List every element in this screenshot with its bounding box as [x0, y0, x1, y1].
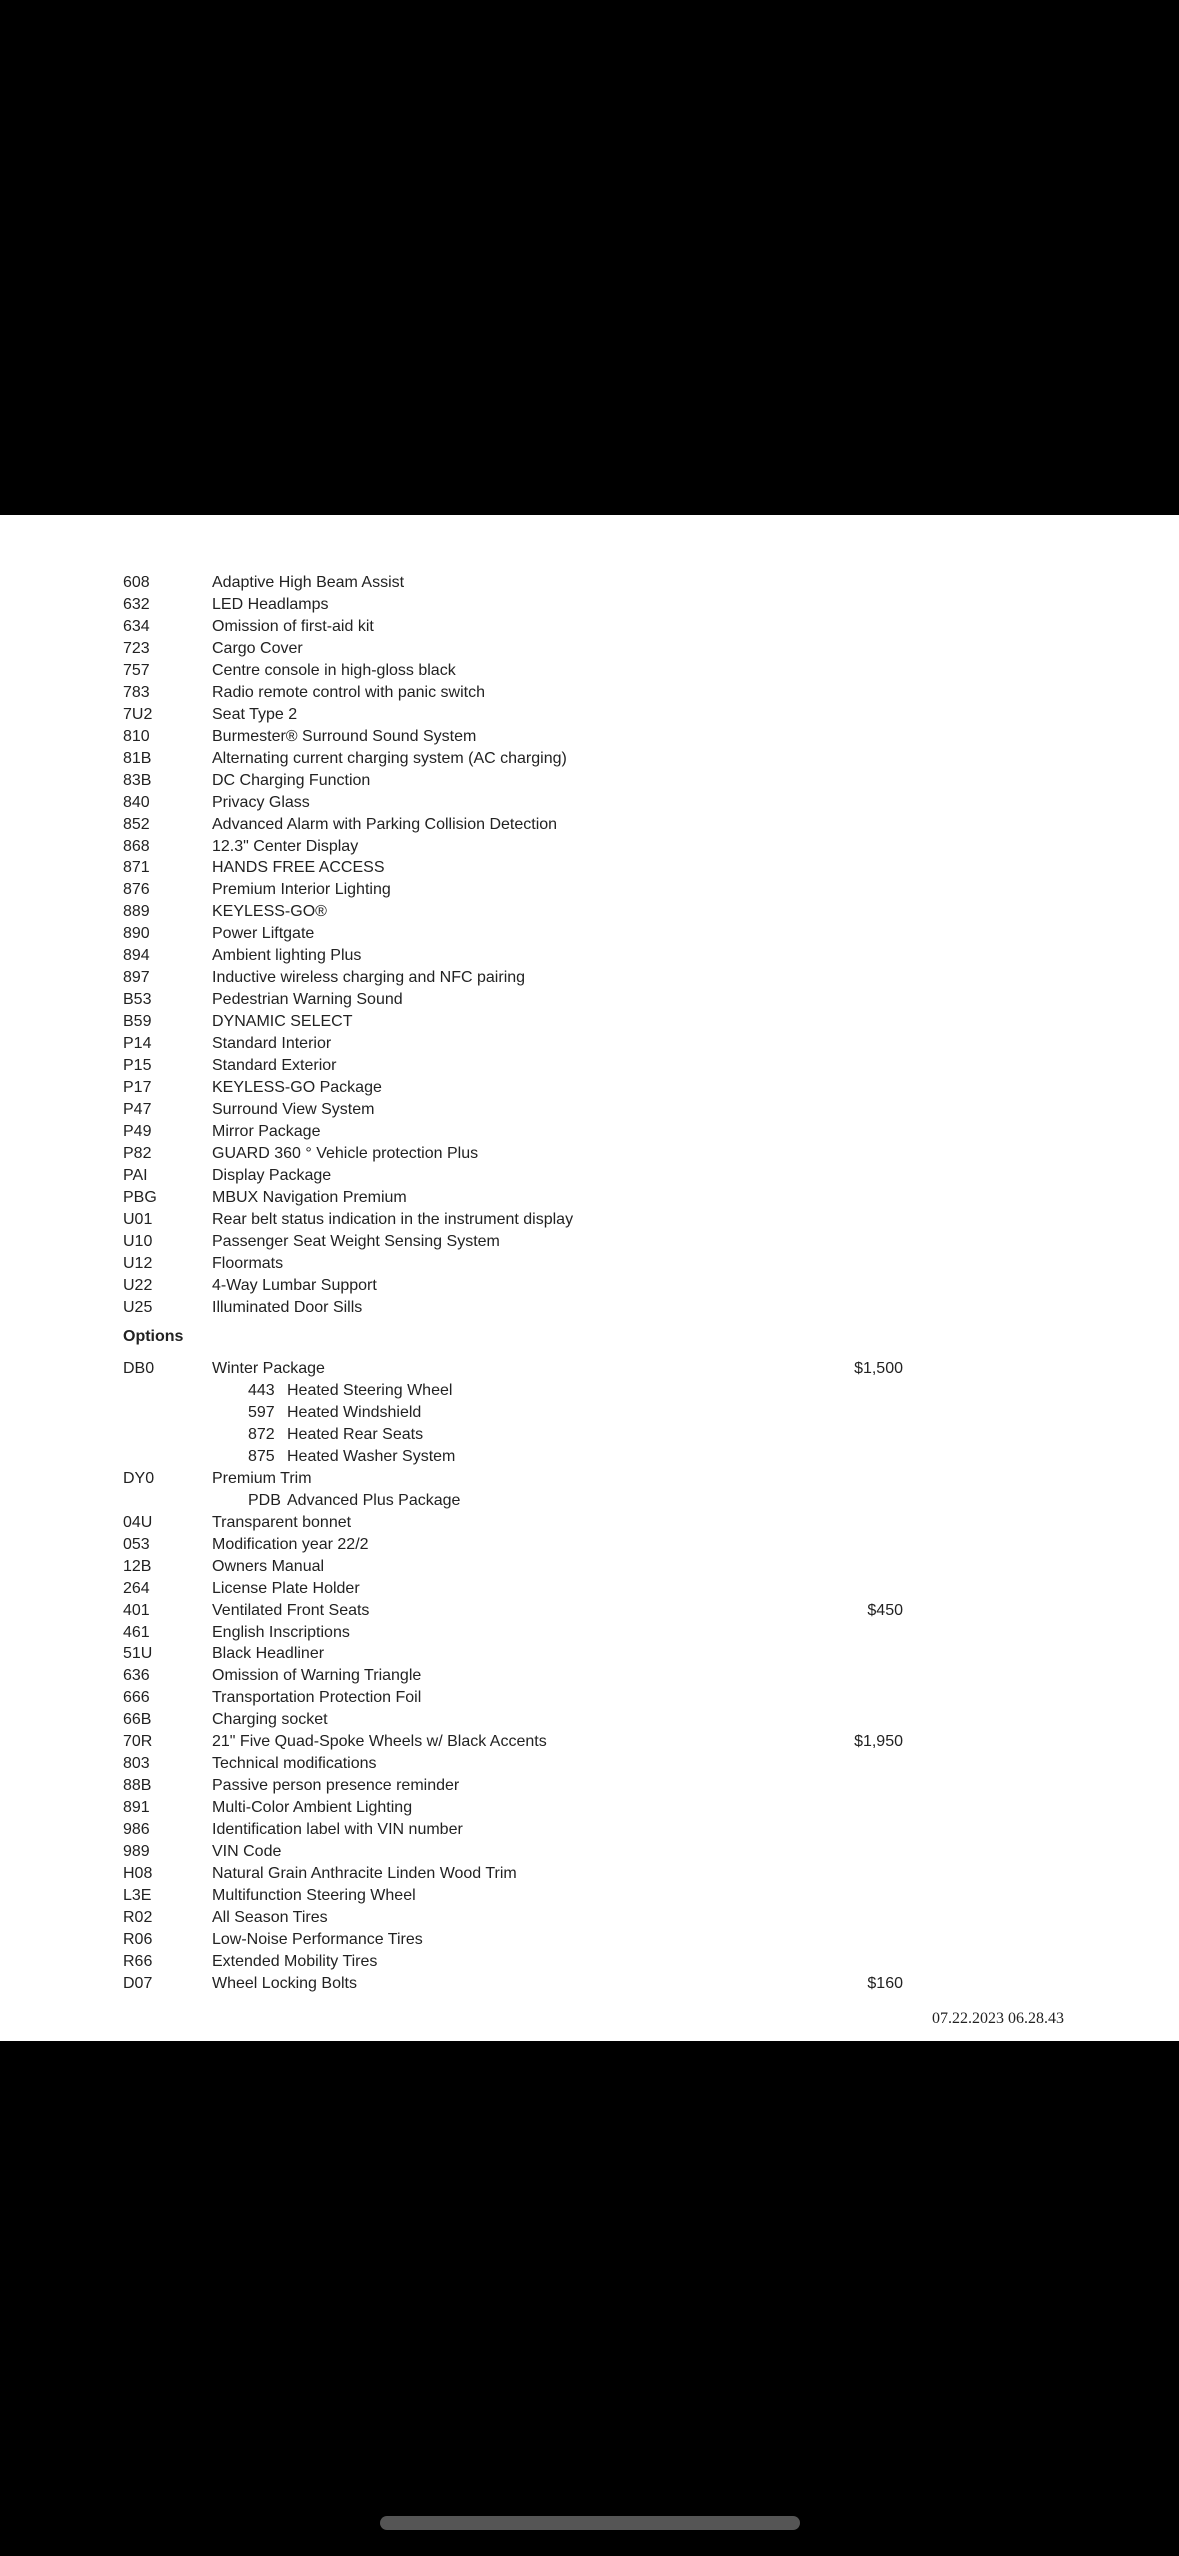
option-code: H08: [123, 1865, 153, 1883]
option-code: 891: [123, 1799, 150, 1817]
item-description: Advanced Alarm with Parking Collision Detection: [212, 815, 558, 833]
option-code: R02: [123, 1909, 153, 1926]
item-description: 4-Way Lumbar Support: [212, 1276, 377, 1294]
item-code: U22: [123, 1276, 153, 1294]
item-code: 723: [123, 639, 150, 657]
item-code: B53: [123, 991, 152, 1009]
item-code: PBG: [123, 1188, 157, 1206]
home-indicator[interactable]: [380, 2516, 800, 2530]
item-description: Standard Interior: [212, 1035, 332, 1053]
sub-item-code: 443: [248, 1381, 275, 1399]
options-heading: Options: [123, 1328, 184, 1345]
item-code: 810: [123, 727, 150, 745]
option-description: English Inscriptions: [212, 1623, 350, 1641]
item-code: 868: [123, 837, 150, 855]
item-code: U12: [123, 1254, 153, 1272]
option-description: Passive person presence reminder: [212, 1777, 460, 1795]
item-code: 894: [123, 947, 150, 965]
item-code: P15: [123, 1057, 152, 1075]
item-description: Premium Interior Lighting: [212, 881, 391, 899]
item-description: DYNAMIC SELECT: [212, 1013, 353, 1031]
option-description: All Season Tires: [212, 1909, 328, 1926]
item-description: Rear belt status indication in the instrument display: [212, 1210, 574, 1228]
item-code: U01: [123, 1210, 153, 1228]
option-code: D07: [123, 1974, 153, 1992]
document-page: [0, 515, 1179, 2041]
option-description: Winter Package: [212, 1360, 325, 1377]
option-code: 88B: [123, 1777, 152, 1795]
item-code: 81B: [123, 749, 152, 767]
item-code: 852: [123, 815, 150, 833]
option-code: 70R: [123, 1733, 153, 1751]
item-description: Ambient lighting Plus: [212, 947, 362, 965]
item-code: 890: [123, 925, 150, 943]
option-description: Omission of Warning Triangle: [212, 1667, 422, 1685]
option-code: 401: [123, 1601, 150, 1619]
item-code: U10: [123, 1232, 153, 1250]
item-code: P17: [123, 1079, 152, 1097]
item-code: 757: [123, 661, 150, 679]
option-price: $1,950: [854, 1733, 903, 1751]
item-description: Pedestrian Warning Sound: [212, 991, 403, 1009]
option-code: L3E: [123, 1887, 152, 1905]
option-price: $450: [867, 1601, 903, 1619]
item-description: Burmester® Surround Sound System: [212, 727, 477, 745]
item-code: 840: [123, 793, 150, 811]
sub-item-code: PDB: [248, 1491, 281, 1509]
item-code: U25: [123, 1298, 153, 1316]
option-description: Ventilated Front Seats: [212, 1601, 370, 1619]
option-code: 803: [123, 1755, 150, 1773]
option-description: Black Headliner: [212, 1645, 325, 1663]
option-description: Technical modifications: [212, 1755, 377, 1773]
sub-item-code: 872: [248, 1425, 275, 1443]
sub-item-code: 875: [248, 1447, 275, 1465]
item-code: 608: [123, 574, 150, 591]
item-description: 12.3" Center Display: [212, 837, 359, 855]
option-code: 461: [123, 1623, 150, 1641]
option-code: 986: [123, 1821, 150, 1839]
option-description: Low-Noise Performance Tires: [212, 1930, 423, 1948]
option-code: 053: [123, 1535, 150, 1553]
item-code: P47: [123, 1101, 152, 1119]
option-description: Transportation Protection Foil: [212, 1689, 422, 1707]
item-code: 897: [123, 969, 150, 987]
item-code: 783: [123, 683, 150, 701]
item-description: KEYLESS-GO®: [212, 903, 327, 921]
item-description: Omission of first-aid kit: [212, 617, 374, 635]
option-description: Multi-Color Ambient Lighting: [212, 1799, 413, 1817]
option-description: Modification year 22/2: [212, 1535, 369, 1553]
item-description: Power Liftgate: [212, 925, 315, 943]
item-description: Seat Type 2: [212, 705, 298, 723]
item-code: B59: [123, 1013, 152, 1031]
timestamp: 07.22.2023 06.28.43: [932, 2010, 1064, 2027]
item-description: Inductive wireless charging and NFC pairing: [212, 969, 526, 987]
item-code: 632: [123, 595, 150, 613]
option-price: $1,500: [854, 1360, 903, 1377]
option-code: DB0: [123, 1360, 155, 1377]
option-code: R06: [123, 1930, 153, 1948]
item-description: Illuminated Door Sills: [212, 1298, 363, 1316]
option-code: 51U: [123, 1645, 153, 1663]
item-description: Adaptive High Beam Assist: [212, 574, 405, 591]
option-description: Identification label with VIN number: [212, 1821, 463, 1839]
item-description: Standard Exterior: [212, 1057, 337, 1075]
option-code: 666: [123, 1689, 150, 1707]
sub-item-description: Heated Windshield: [287, 1403, 422, 1421]
option-description: License Plate Holder: [212, 1579, 360, 1597]
item-description: Radio remote control with panic switch: [212, 683, 486, 701]
item-description: Surround View System: [212, 1101, 375, 1119]
option-description: Charging socket: [212, 1711, 328, 1729]
option-description: VIN Code: [212, 1843, 282, 1861]
option-description: Extended Mobility Tires: [212, 1952, 378, 1970]
option-price: $160: [867, 1974, 903, 1992]
sub-item-description: Heated Steering Wheel: [287, 1381, 453, 1399]
item-description: Floormats: [212, 1254, 284, 1272]
item-description: GUARD 360 ° Vehicle protection Plus: [212, 1144, 479, 1162]
option-code: DY0: [123, 1469, 155, 1487]
sub-item-description: Heated Rear Seats: [287, 1425, 424, 1443]
option-description: 21" Five Quad-Spoke Wheels w/ Black Accents: [212, 1733, 547, 1751]
item-description: Alternating current charging system (AC charging): [212, 749, 567, 767]
sub-item-description: Heated Washer System: [287, 1447, 456, 1465]
option-description: Premium Trim: [212, 1469, 312, 1487]
item-code: 889: [123, 903, 150, 921]
option-code: 264: [123, 1579, 150, 1597]
item-description: MBUX Navigation Premium: [212, 1188, 407, 1206]
item-description: Display Package: [212, 1166, 332, 1184]
item-description: Passenger Seat Weight Sensing System: [212, 1232, 500, 1250]
option-description: Wheel Locking Bolts: [212, 1974, 357, 1992]
item-code: 634: [123, 617, 150, 635]
item-description: KEYLESS-GO Package: [212, 1079, 382, 1097]
item-description: DC Charging Function: [212, 771, 371, 789]
item-code: 7U2: [123, 705, 153, 723]
item-description: Centre console in high-gloss black: [212, 661, 456, 679]
option-description: Owners Manual: [212, 1557, 325, 1575]
option-code: 636: [123, 1667, 150, 1685]
item-code: 83B: [123, 771, 152, 789]
option-code: 66B: [123, 1711, 152, 1729]
option-code: R66: [123, 1952, 153, 1970]
option-description: Transparent bonnet: [212, 1513, 352, 1531]
option-description: Natural Grain Anthracite Linden Wood Trim: [212, 1865, 517, 1883]
item-description: Privacy Glass: [212, 793, 310, 811]
option-code: 04U: [123, 1513, 153, 1531]
item-code: P82: [123, 1144, 152, 1162]
option-description: Multifunction Steering Wheel: [212, 1887, 416, 1905]
item-code: P49: [123, 1123, 152, 1140]
sub-item-code: 597: [248, 1403, 275, 1421]
item-description: LED Headlamps: [212, 595, 329, 613]
item-code: 871: [123, 859, 150, 877]
option-code: 12B: [123, 1557, 152, 1575]
sub-item-description: Advanced Plus Package: [287, 1491, 461, 1509]
item-description: Cargo Cover: [212, 639, 303, 657]
item-code: 876: [123, 881, 150, 899]
item-code: PAI: [123, 1166, 148, 1184]
item-description: Mirror Package: [212, 1123, 321, 1140]
option-code: 989: [123, 1843, 150, 1861]
item-description: HANDS FREE ACCESS: [212, 859, 385, 877]
item-code: P14: [123, 1035, 152, 1053]
